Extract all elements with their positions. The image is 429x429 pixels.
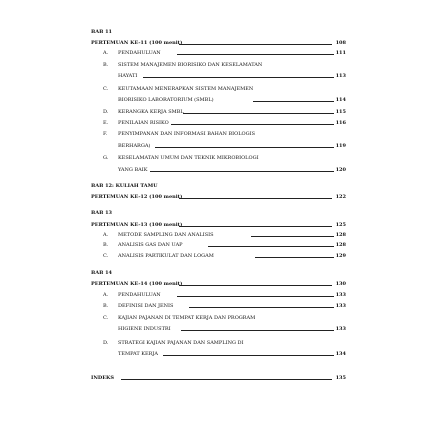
page-number: 134 bbox=[335, 351, 346, 357]
toc-item-11-f[interactable] bbox=[103, 131, 346, 137]
toc-item-13-b[interactable] bbox=[103, 242, 346, 248]
item-title: STRATEGI KAJIAN PAJANAN DAN SAMPLING DI bbox=[118, 340, 244, 346]
item-letter: C. bbox=[103, 86, 109, 92]
toc-item-11-g-cont[interactable] bbox=[103, 167, 346, 173]
item-letter: G. bbox=[103, 155, 109, 161]
item-title: PENILAIAN RISIKO bbox=[118, 120, 169, 126]
item-title: PENDAHULUAN bbox=[118, 50, 161, 56]
leader-dots bbox=[177, 296, 334, 297]
item-title: SISTEM MANAJEMEN BIORISIKO DAN KESELAMATAN bbox=[118, 62, 263, 68]
item-title-continued: BIORISIKO LABORATORIUM (SMBL) bbox=[118, 97, 214, 103]
toc-item-11-d[interactable] bbox=[103, 109, 346, 115]
toc-item-11-f-cont[interactable] bbox=[103, 143, 346, 149]
toc-item-11-g[interactable] bbox=[103, 155, 346, 161]
item-title: KESELAMATAN UMUM DAN TEKNIK MIKROBIOLOGI bbox=[118, 155, 259, 161]
toc-item-14-b[interactable] bbox=[103, 303, 346, 309]
item-title-continued: BERHARGA) bbox=[118, 143, 151, 149]
page-number: 130 bbox=[335, 281, 346, 287]
leader-dots bbox=[143, 77, 334, 78]
page-number: 128 bbox=[335, 232, 346, 238]
page-number: 116 bbox=[335, 120, 346, 126]
item-title: KERANGKA KERJA SMBL bbox=[118, 109, 184, 115]
toc-item-14-d-cont[interactable] bbox=[103, 351, 346, 357]
toc-meeting-14[interactable] bbox=[91, 281, 346, 287]
page-number: 133 bbox=[335, 326, 346, 332]
page-number: 108 bbox=[335, 40, 346, 46]
index-title: INDEKS bbox=[91, 375, 115, 381]
item-title: METODE SAMPLING DAN ANALISIS bbox=[118, 232, 214, 238]
item-letter: C. bbox=[103, 315, 109, 321]
meeting-title: PERTEMUAN KE-12 (100 menit) bbox=[91, 194, 183, 200]
item-letter: A. bbox=[103, 50, 109, 56]
page-number: 125 bbox=[335, 222, 346, 228]
leader-dots bbox=[155, 147, 334, 148]
item-letter: D. bbox=[103, 340, 109, 346]
toc-item-11-c-cont[interactable] bbox=[103, 97, 346, 103]
item-title-continued: HIGIENE INDUSTRI bbox=[118, 326, 171, 332]
item-letter: B. bbox=[103, 303, 109, 309]
page-number: 119 bbox=[335, 143, 346, 149]
leader-dots bbox=[208, 246, 334, 247]
meeting-title: PERTEMUAN KE-13 (100 menit) bbox=[91, 222, 183, 228]
item-title: ANALISIS GAS DAN UAP bbox=[118, 242, 183, 248]
toc-item-14-c[interactable] bbox=[103, 315, 346, 321]
item-title: KEUTAMAAN MENERAPKAN SISTEM MANAJEMEN bbox=[118, 86, 254, 92]
toc-item-13-a[interactable] bbox=[103, 232, 346, 238]
toc-item-11-a[interactable] bbox=[103, 50, 346, 56]
page-number: 114 bbox=[335, 97, 346, 103]
item-title-continued: HAYATI bbox=[118, 73, 138, 79]
item-letter: A. bbox=[103, 232, 109, 238]
leader-dots bbox=[177, 54, 334, 55]
chapter-heading-12: BAB 12: KULIAH TAMU bbox=[91, 183, 158, 189]
item-letter: D. bbox=[103, 109, 109, 115]
toc-item-11-b-cont[interactable] bbox=[103, 73, 346, 79]
meeting-title: PERTEMUAN KE-11 (100 menit) bbox=[91, 40, 183, 46]
toc-item-11-e[interactable] bbox=[103, 120, 346, 126]
item-title: PENYIMPANAN DAN INFORMASI BAHAN BIOLOGIS bbox=[118, 131, 256, 137]
leader-dots bbox=[150, 171, 334, 172]
page-number: 133 bbox=[335, 292, 346, 298]
chapter-heading-11: BAB 11 bbox=[91, 29, 113, 35]
leader-dots bbox=[121, 379, 332, 380]
toc-item-14-a[interactable] bbox=[103, 292, 346, 298]
leader-dots bbox=[181, 330, 334, 331]
leader-dots bbox=[255, 257, 334, 258]
page-number: 115 bbox=[335, 109, 346, 115]
chapter-heading-13: BAB 13 bbox=[91, 210, 113, 216]
item-title: ANALISIS PARTIKULAT DAN LOGAM bbox=[118, 253, 214, 259]
item-letter: A. bbox=[103, 292, 109, 298]
item-title: PENDAHULUAN bbox=[118, 292, 161, 298]
item-letter: B. bbox=[103, 62, 109, 68]
meeting-title: PERTEMUAN KE-14 (100 menit) bbox=[91, 281, 183, 287]
page-number: 111 bbox=[335, 50, 346, 56]
leader-dots bbox=[183, 113, 334, 114]
page-number: 129 bbox=[335, 253, 346, 259]
toc-item-14-c-cont[interactable] bbox=[103, 326, 346, 332]
leader-dots bbox=[163, 355, 334, 356]
item-title: DEFINISI DAN JENIS bbox=[118, 303, 174, 309]
toc-item-11-c[interactable] bbox=[103, 86, 346, 92]
chapter-heading-14: BAB 14 bbox=[91, 270, 113, 276]
toc-item-11-b[interactable] bbox=[103, 62, 346, 68]
toc-index[interactable] bbox=[91, 375, 346, 381]
page-number: 135 bbox=[335, 375, 346, 381]
item-title: KAJIAN PAJANAN DI TEMPAT KERJA DAN PROGRAM bbox=[118, 315, 256, 321]
page-number: 113 bbox=[335, 73, 346, 79]
leader-dots bbox=[171, 124, 334, 125]
leader-dots bbox=[251, 236, 334, 237]
item-letter: F. bbox=[103, 131, 108, 137]
leader-dots bbox=[179, 44, 332, 45]
item-letter: B. bbox=[103, 242, 109, 248]
leader-dots bbox=[189, 307, 334, 308]
toc-item-14-d[interactable] bbox=[103, 340, 346, 346]
page-number: 122 bbox=[335, 194, 346, 200]
item-title-continued: TEMPAT KERJA bbox=[118, 351, 159, 357]
page-number: 133 bbox=[335, 303, 346, 309]
toc-item-13-c[interactable] bbox=[103, 253, 346, 259]
item-letter: C. bbox=[103, 253, 109, 259]
page-number: 128 bbox=[335, 242, 346, 248]
leader-dots bbox=[179, 285, 332, 286]
leader-dots bbox=[179, 226, 332, 227]
page-number: 120 bbox=[335, 167, 346, 173]
item-letter: E. bbox=[103, 120, 109, 126]
leader-dots bbox=[179, 198, 332, 199]
toc-meeting-13[interactable] bbox=[91, 222, 346, 228]
toc-meeting-11[interactable] bbox=[91, 40, 346, 46]
leader-dots bbox=[253, 101, 334, 102]
item-title-continued: YANG BAIK bbox=[118, 167, 148, 173]
toc-meeting-12[interactable] bbox=[91, 194, 346, 200]
